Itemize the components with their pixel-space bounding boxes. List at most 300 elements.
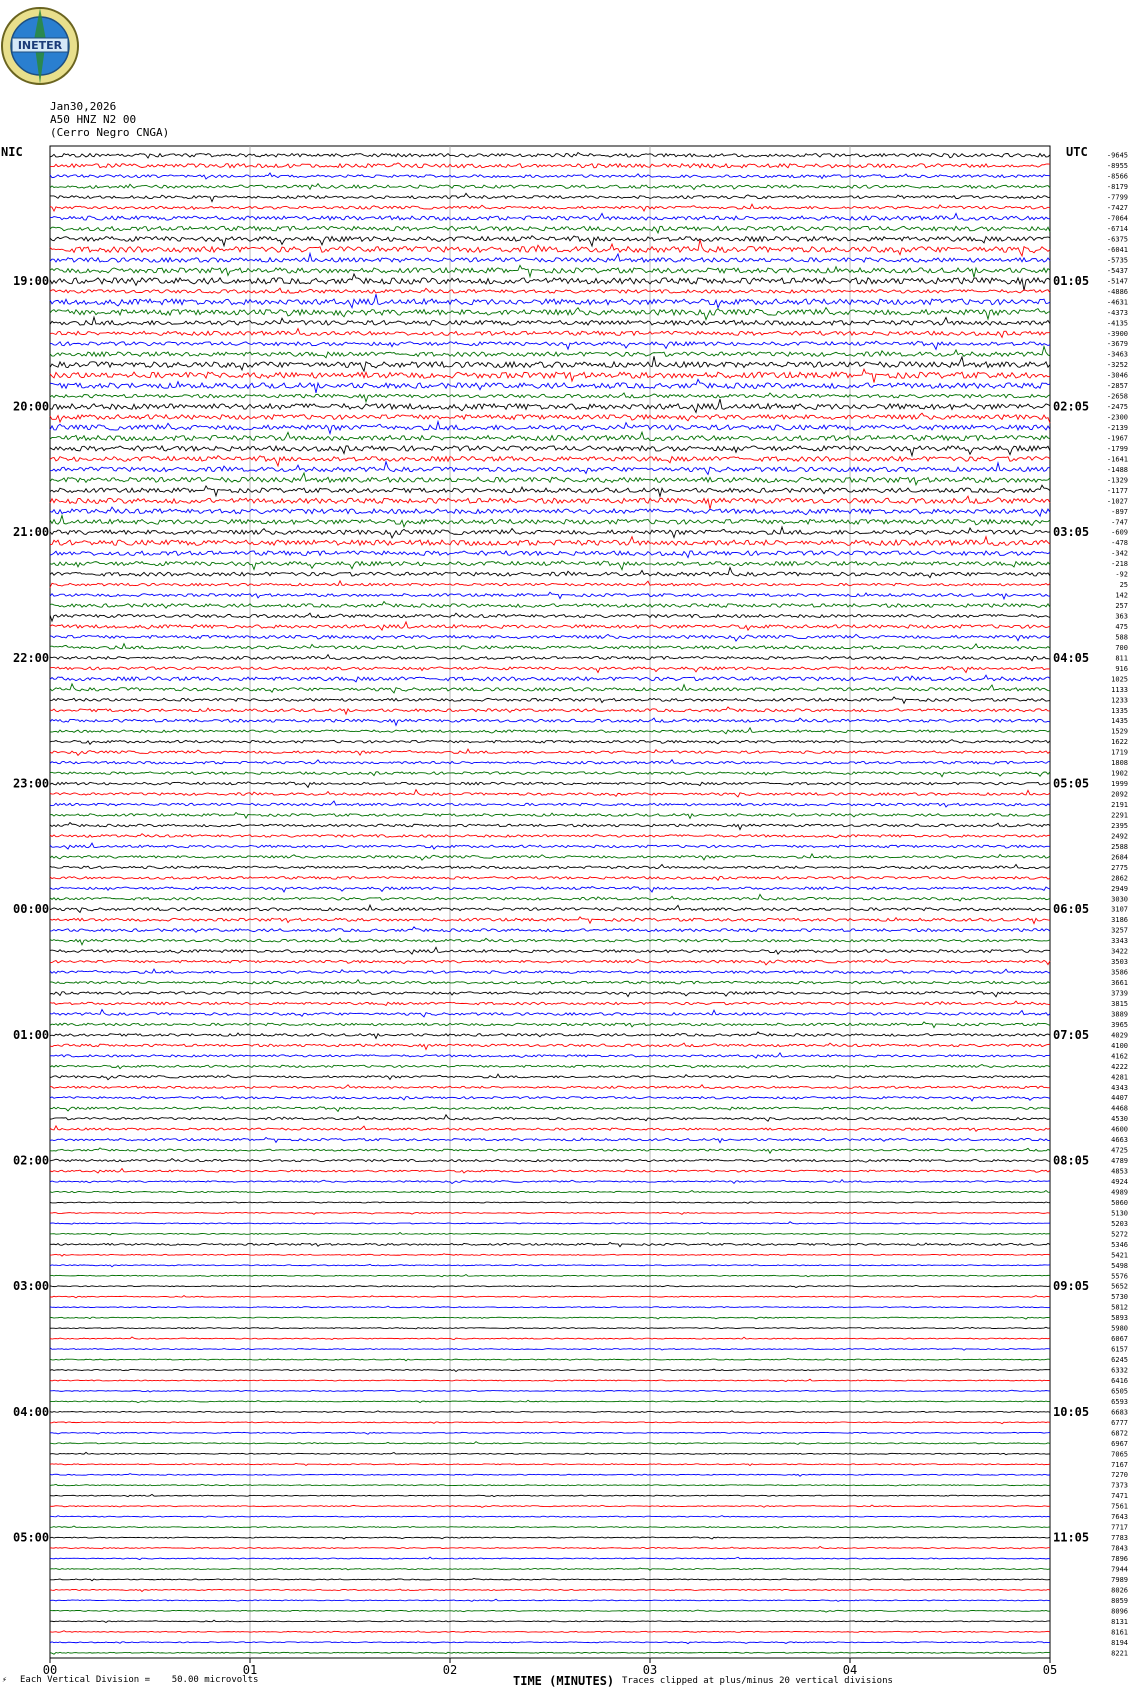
seismic-trace — [50, 1463, 1050, 1465]
seismic-trace — [50, 613, 1050, 621]
trace-offset-label: -3463 — [1106, 350, 1128, 359]
seismic-trace — [50, 602, 1050, 609]
seismic-trace — [50, 317, 1050, 325]
seismic-trace — [50, 801, 1050, 807]
seismic-trace — [50, 329, 1050, 338]
seismic-trace — [50, 959, 1050, 964]
seismic-trace — [50, 1254, 1050, 1256]
trace-offset-label: 5130 — [1111, 1209, 1128, 1218]
trace-offset-label: 2775 — [1111, 863, 1128, 872]
seismic-trace — [50, 905, 1050, 912]
trace-offset-label: -1967 — [1106, 434, 1128, 443]
seismic-trace — [50, 927, 1050, 932]
trace-offset-label: 2092 — [1111, 790, 1128, 799]
trace-offset-label: 2492 — [1111, 832, 1128, 841]
seismic-trace — [50, 1327, 1050, 1329]
trace-offset-label: 3965 — [1111, 1020, 1128, 1029]
seismic-trace — [50, 1400, 1050, 1402]
trace-offset-label: -5735 — [1106, 256, 1128, 265]
seismic-trace — [50, 772, 1050, 777]
plot-frame — [50, 146, 1050, 1658]
seismic-trace — [50, 634, 1050, 641]
trace-offset-label: 1808 — [1111, 759, 1128, 768]
seismic-trace — [50, 969, 1050, 973]
trace-offset-label: 3257 — [1111, 926, 1128, 935]
seismic-trace — [50, 551, 1050, 558]
seismic-trace — [50, 938, 1050, 944]
record-date: Jan30,2026 — [50, 100, 117, 113]
trace-offset-label: -8566 — [1106, 172, 1128, 181]
trace-offset-label: 7944 — [1111, 1565, 1128, 1574]
seismic-trace — [50, 1568, 1050, 1570]
seismic-trace — [50, 644, 1050, 649]
seismic-trace — [50, 1642, 1050, 1644]
trace-offset-label: -92 — [1115, 570, 1128, 579]
channel-code: A50 HNZ N2 00 — [50, 113, 137, 126]
trace-offset-label: 2395 — [1111, 821, 1128, 830]
trace-offset-label: 6872 — [1111, 1429, 1128, 1438]
trace-offset-label: 2291 — [1111, 811, 1128, 820]
trace-offset-label: 4663 — [1111, 1136, 1128, 1145]
seismic-trace — [50, 1652, 1050, 1654]
seismic-trace — [50, 1337, 1050, 1340]
x-tick-label: 01 — [242, 1663, 258, 1677]
trace-offset-label: 6332 — [1111, 1366, 1128, 1375]
seismic-trace — [50, 1097, 1050, 1101]
trace-offset-label: 8131 — [1111, 1617, 1128, 1626]
seismic-trace — [50, 980, 1050, 984]
trace-offset-label: 4600 — [1111, 1125, 1128, 1134]
seismic-trace — [50, 1317, 1050, 1319]
x-tick-label: 04 — [842, 1663, 858, 1677]
trace-offset-label: 1025 — [1111, 675, 1128, 684]
seismic-trace — [50, 1107, 1050, 1112]
seismic-trace — [50, 1474, 1050, 1477]
trace-offset-label: -1488 — [1106, 465, 1128, 474]
trace-offset-label: 5652 — [1111, 1282, 1128, 1291]
seismic-trace — [50, 917, 1050, 924]
trace-offset-label: -2300 — [1106, 413, 1128, 422]
seismic-trace — [50, 1202, 1050, 1203]
seismic-trace — [50, 991, 1050, 997]
seismic-trace — [50, 823, 1050, 830]
seismic-trace — [50, 213, 1050, 220]
trace-offset-label: 8026 — [1111, 1586, 1128, 1595]
seismic-trace — [50, 346, 1050, 357]
trace-offset-label: 3107 — [1111, 905, 1128, 914]
trace-offset-label: 3739 — [1111, 989, 1128, 998]
trace-offset-label: 6505 — [1111, 1387, 1128, 1396]
seismic-trace — [50, 581, 1050, 588]
seismic-trace — [50, 1285, 1050, 1287]
scale-mark-icon: ⚡ — [2, 1675, 7, 1684]
seismic-trace — [50, 456, 1050, 466]
trace-offset-label: -6375 — [1106, 235, 1128, 244]
seismic-trace — [50, 843, 1050, 849]
trace-offset-label: 25 — [1119, 581, 1128, 590]
trace-offset-label: 8161 — [1111, 1628, 1128, 1637]
seismic-trace — [50, 496, 1050, 509]
seismic-trace — [50, 399, 1050, 412]
seismic-trace — [50, 1557, 1050, 1559]
seismic-trace — [50, 184, 1050, 190]
seismic-trace — [50, 240, 1050, 256]
seismic-trace — [50, 1264, 1050, 1266]
trace-offset-label: 8221 — [1111, 1649, 1128, 1658]
seismic-trace — [50, 393, 1050, 402]
seismic-trace — [50, 1432, 1050, 1434]
seismic-trace — [50, 622, 1050, 630]
seismic-trace — [50, 1537, 1050, 1539]
trace-offset-label: -7799 — [1106, 193, 1128, 202]
seismic-trace — [50, 193, 1050, 201]
left-hour-label: 23:00 — [13, 776, 50, 791]
trace-offset-label: 8096 — [1111, 1607, 1128, 1616]
seismic-trace — [50, 1222, 1050, 1225]
seismic-trace — [50, 1275, 1050, 1277]
seismic-trace — [50, 1369, 1050, 1371]
x-axis-title: TIME (MINUTES) — [513, 1674, 615, 1688]
trace-offset-label: 6416 — [1111, 1376, 1128, 1385]
trace-offset-label: -2139 — [1106, 424, 1128, 433]
trace-offset-label: 2588 — [1111, 842, 1128, 851]
trace-offset-label: -609 — [1111, 528, 1128, 537]
left-hour-label: 20:00 — [13, 399, 50, 414]
seismic-trace — [50, 834, 1050, 838]
trace-offset-label: 5421 — [1111, 1251, 1128, 1260]
seismic-trace — [50, 413, 1050, 423]
seismic-trace — [50, 515, 1050, 526]
left-hour-label: 00:00 — [13, 902, 50, 917]
trace-offset-label: -7427 — [1106, 204, 1128, 213]
trace-offset-label: -1177 — [1106, 486, 1128, 495]
trace-offset-label: 5893 — [1111, 1314, 1128, 1323]
trace-offset-label: -7064 — [1106, 214, 1128, 223]
trace-offset-label: -6041 — [1106, 245, 1128, 254]
trace-offset-label: 5272 — [1111, 1230, 1128, 1239]
seismic-trace — [50, 864, 1050, 868]
trace-offset-label: 6067 — [1111, 1335, 1128, 1344]
trace-offset-label: 4407 — [1111, 1094, 1128, 1103]
seismic-trace — [50, 1526, 1050, 1528]
seismic-trace — [50, 1010, 1050, 1017]
trace-offset-label: -4373 — [1106, 308, 1128, 317]
seismic-trace — [50, 1306, 1050, 1308]
right-hour-label: 11:05 — [1053, 1530, 1090, 1545]
seismic-trace — [50, 655, 1050, 661]
seismic-trace — [50, 592, 1050, 599]
trace-offset-label: -1799 — [1106, 444, 1128, 453]
left-hour-label: 02:00 — [13, 1153, 50, 1168]
trace-offset-label: 2684 — [1111, 853, 1128, 862]
trace-offset-label: 5346 — [1111, 1240, 1128, 1249]
seismic-trace — [50, 163, 1050, 168]
trace-offset-label: 4789 — [1111, 1157, 1128, 1166]
trace-offset-label: 1622 — [1111, 738, 1128, 747]
seismic-trace — [50, 568, 1050, 578]
seismic-trace — [50, 1169, 1050, 1174]
trace-offset-label: 916 — [1115, 664, 1128, 673]
trace-offset-label: 5203 — [1111, 1219, 1128, 1228]
right-hour-label: 07:05 — [1053, 1027, 1090, 1042]
trace-offset-label: -4631 — [1106, 298, 1128, 307]
trace-offset-label: 475 — [1115, 622, 1128, 631]
seismic-trace — [50, 379, 1050, 393]
trace-offset-label: -5147 — [1106, 277, 1128, 286]
seismic-trace — [50, 1358, 1050, 1360]
trace-offset-label: 7643 — [1111, 1513, 1128, 1522]
seismic-trace — [50, 422, 1050, 434]
trace-offset-label: 7783 — [1111, 1534, 1128, 1543]
seismic-trace — [50, 1296, 1050, 1298]
trace-offset-label: 7373 — [1111, 1481, 1128, 1490]
seismic-trace — [50, 749, 1050, 755]
trace-offset-label: -3900 — [1106, 329, 1128, 338]
left-timezone-label: NIC — [1, 145, 23, 159]
left-hour-label: 21:00 — [13, 525, 50, 540]
trace-offset-label: -3252 — [1106, 361, 1128, 370]
seismic-trace — [50, 666, 1050, 672]
right-hour-label: 09:05 — [1053, 1279, 1090, 1294]
trace-offset-label: -3046 — [1106, 371, 1128, 380]
trace-offset-label: 5812 — [1111, 1303, 1128, 1312]
seismic-trace — [50, 1180, 1050, 1184]
seismic-trace — [50, 308, 1050, 320]
seismic-trace — [50, 1085, 1050, 1089]
trace-offset-label: 4530 — [1111, 1115, 1128, 1124]
trace-offset-label: 6967 — [1111, 1439, 1128, 1448]
trace-offset-label: 5980 — [1111, 1324, 1128, 1333]
trace-offset-label: -897 — [1111, 507, 1128, 516]
seismic-trace — [50, 294, 1050, 308]
seismic-trace — [50, 226, 1050, 233]
trace-offset-label: 7717 — [1111, 1523, 1128, 1532]
trace-offset-label: -3679 — [1106, 340, 1128, 349]
trace-offset-label: -2475 — [1106, 403, 1128, 412]
station-name: (Cerro Negro CNGA) — [50, 126, 170, 139]
trace-offset-label: 7561 — [1111, 1502, 1128, 1511]
trace-offset-label: 5060 — [1111, 1198, 1128, 1207]
trace-offset-label: 3815 — [1111, 999, 1128, 1008]
trace-offset-label: 700 — [1115, 643, 1128, 652]
seismic-trace — [50, 1191, 1050, 1193]
seismic-trace — [50, 1159, 1050, 1163]
seismic-trace — [50, 1053, 1050, 1058]
seismic-trace — [50, 1390, 1050, 1392]
seismic-trace — [50, 527, 1050, 538]
seismic-trace — [50, 1022, 1050, 1028]
seismic-trace — [50, 1379, 1050, 1381]
x-tick-label: 03 — [642, 1663, 658, 1677]
seismic-trace — [50, 675, 1050, 682]
left-hour-label: 05:00 — [13, 1530, 50, 1545]
trace-offset-label: 6683 — [1111, 1408, 1128, 1417]
left-hour-label: 03:00 — [13, 1279, 50, 1294]
seismic-trace — [50, 854, 1050, 860]
left-hour-label: 04:00 — [13, 1404, 50, 1419]
trace-offset-label: 4924 — [1111, 1178, 1128, 1187]
seismic-trace — [50, 1452, 1050, 1454]
trace-offset-label: 7989 — [1111, 1575, 1128, 1584]
seismic-trace — [50, 473, 1050, 485]
seismic-trace — [50, 369, 1050, 382]
seismic-trace — [50, 877, 1050, 881]
seismic-trace — [50, 341, 1050, 349]
x-tick-label: 05 — [1042, 1663, 1058, 1677]
trace-offset-label: 3586 — [1111, 968, 1128, 977]
trace-offset-label: 7065 — [1111, 1450, 1128, 1459]
trace-offset-label: 4029 — [1111, 1031, 1128, 1040]
trace-offset-label: 3503 — [1111, 958, 1128, 967]
trace-offset-label: 588 — [1115, 633, 1128, 642]
trace-offset-label: 1999 — [1111, 780, 1128, 789]
trace-offset-label: 6245 — [1111, 1356, 1128, 1365]
seismic-trace — [50, 1422, 1050, 1424]
trace-offset-label: 3030 — [1111, 895, 1128, 904]
seismic-trace — [50, 537, 1050, 546]
trace-offset-label: 4100 — [1111, 1041, 1128, 1050]
trace-offset-label: 4853 — [1111, 1167, 1128, 1176]
seismic-trace — [50, 1212, 1050, 1214]
trace-offset-label: 363 — [1115, 612, 1128, 621]
seismic-trace — [50, 1599, 1050, 1601]
trace-offset-label: 5576 — [1111, 1272, 1128, 1281]
seismic-trace — [50, 1126, 1050, 1131]
trace-offset-label: -6714 — [1106, 225, 1128, 234]
seismic-trace — [50, 288, 1050, 293]
seismic-trace — [50, 1001, 1050, 1005]
seismic-trace — [50, 697, 1050, 703]
trace-offset-label: 3343 — [1111, 937, 1128, 946]
seismic-trace — [50, 446, 1050, 456]
seismic-trace — [50, 707, 1050, 714]
seismic-trace — [50, 1589, 1050, 1591]
trace-offset-label: 3889 — [1111, 1010, 1128, 1019]
seismic-trace — [50, 740, 1050, 745]
seismic-trace — [50, 1442, 1050, 1445]
seismic-trace — [50, 1232, 1050, 1234]
seismic-trace — [50, 1348, 1050, 1350]
trace-offset-label: 6157 — [1111, 1345, 1128, 1354]
seismic-trace — [50, 265, 1050, 277]
seismic-trace — [50, 1546, 1050, 1549]
seismic-trace — [50, 894, 1050, 901]
trace-offset-label: 7896 — [1111, 1555, 1128, 1564]
trace-offset-label: 1335 — [1111, 706, 1128, 715]
trace-offset-label: 257 — [1115, 602, 1128, 611]
trace-offset-label: -478 — [1111, 539, 1128, 548]
seismic-trace — [50, 718, 1050, 725]
seismic-trace — [50, 1578, 1050, 1580]
trace-offset-label: 1133 — [1111, 685, 1128, 694]
x-tick-label: 00 — [42, 1663, 58, 1677]
trace-offset-label: -5437 — [1106, 266, 1128, 275]
trace-offset-label: 8194 — [1111, 1638, 1128, 1647]
trace-offset-label: 7270 — [1111, 1471, 1128, 1480]
trace-offset-label: 1435 — [1111, 717, 1128, 726]
trace-offset-label: 811 — [1115, 654, 1128, 663]
seismic-trace — [50, 507, 1050, 516]
seismic-trace — [50, 561, 1050, 570]
seismic-trace — [50, 1610, 1050, 1612]
trace-offset-label: 7167 — [1111, 1460, 1128, 1469]
seismic-trace — [50, 684, 1050, 693]
trace-offset-label: -2658 — [1106, 392, 1128, 401]
trace-offset-label: 1719 — [1111, 748, 1128, 757]
right-hour-label: 08:05 — [1053, 1153, 1090, 1168]
seismic-trace — [50, 1411, 1050, 1413]
trace-offset-label: 4222 — [1111, 1062, 1128, 1071]
trace-offset-label: 1233 — [1111, 696, 1128, 705]
seismic-trace — [50, 782, 1050, 788]
logo-text: INETER — [17, 39, 63, 52]
seismic-trace — [50, 887, 1050, 893]
seismic-trace — [50, 485, 1050, 496]
trace-offset-label: 142 — [1115, 591, 1128, 600]
seismic-trace — [50, 1032, 1050, 1038]
trace-offset-label: 4162 — [1111, 1052, 1128, 1061]
right-timezone-label: UTC — [1066, 145, 1088, 159]
x-tick-label: 02 — [442, 1663, 458, 1677]
seismic-trace — [50, 1242, 1050, 1246]
trace-offset-label: 5730 — [1111, 1293, 1128, 1302]
left-hour-label: 22:00 — [13, 650, 50, 665]
trace-offset-label: 3422 — [1111, 947, 1128, 956]
seismic-trace — [50, 947, 1050, 954]
seismic-trace — [50, 152, 1050, 158]
trace-offset-label: 7843 — [1111, 1544, 1128, 1553]
trace-offset-label: -218 — [1111, 560, 1128, 569]
trace-offset-label: 4343 — [1111, 1083, 1128, 1092]
right-hour-label: 03:05 — [1053, 525, 1090, 540]
seismic-trace — [50, 1505, 1050, 1507]
left-hour-label: 19:00 — [13, 273, 50, 288]
trace-offset-label: -2857 — [1106, 382, 1128, 391]
trace-offset-label: -1027 — [1106, 497, 1128, 506]
trace-offset-label: 1902 — [1111, 769, 1128, 778]
trace-offset-label: 6593 — [1111, 1397, 1128, 1406]
trace-offset-label: 4725 — [1111, 1146, 1128, 1155]
trace-offset-label: -1641 — [1106, 455, 1128, 464]
trace-offset-label: 4989 — [1111, 1188, 1128, 1197]
trace-offset-label: -4135 — [1106, 319, 1128, 328]
trace-offset-label: 4468 — [1111, 1104, 1128, 1113]
seismic-trace — [50, 1043, 1050, 1049]
trace-offset-label: -747 — [1111, 518, 1128, 527]
seismic-trace — [50, 356, 1050, 371]
clip-note: Traces clipped at plus/minus 20 vertical divisions — [622, 1676, 893, 1686]
seismic-trace — [50, 1115, 1050, 1121]
seismic-trace — [50, 1148, 1050, 1153]
trace-offset-label: 5498 — [1111, 1261, 1128, 1270]
seismic-trace — [50, 173, 1050, 179]
seismic-trace — [50, 462, 1050, 475]
trace-offset-label: 6777 — [1111, 1418, 1128, 1427]
trace-offset-label: 2949 — [1111, 884, 1128, 893]
seismic-trace — [50, 274, 1050, 291]
trace-offset-label: 2862 — [1111, 874, 1128, 883]
right-hour-label: 04:05 — [1053, 650, 1090, 665]
trace-offset-label: -1329 — [1106, 476, 1128, 485]
seismic-trace — [50, 432, 1050, 440]
trace-offset-label: 8059 — [1111, 1596, 1128, 1605]
trace-offset-label: -8955 — [1106, 162, 1128, 171]
seismic-trace — [50, 1516, 1050, 1518]
right-hour-label: 02:05 — [1053, 399, 1090, 414]
vertical-division-note: Each Vertical Division = 50.00 microvolts — [20, 1675, 259, 1685]
seismic-trace — [50, 1137, 1050, 1142]
seismic-trace — [50, 1620, 1050, 1622]
